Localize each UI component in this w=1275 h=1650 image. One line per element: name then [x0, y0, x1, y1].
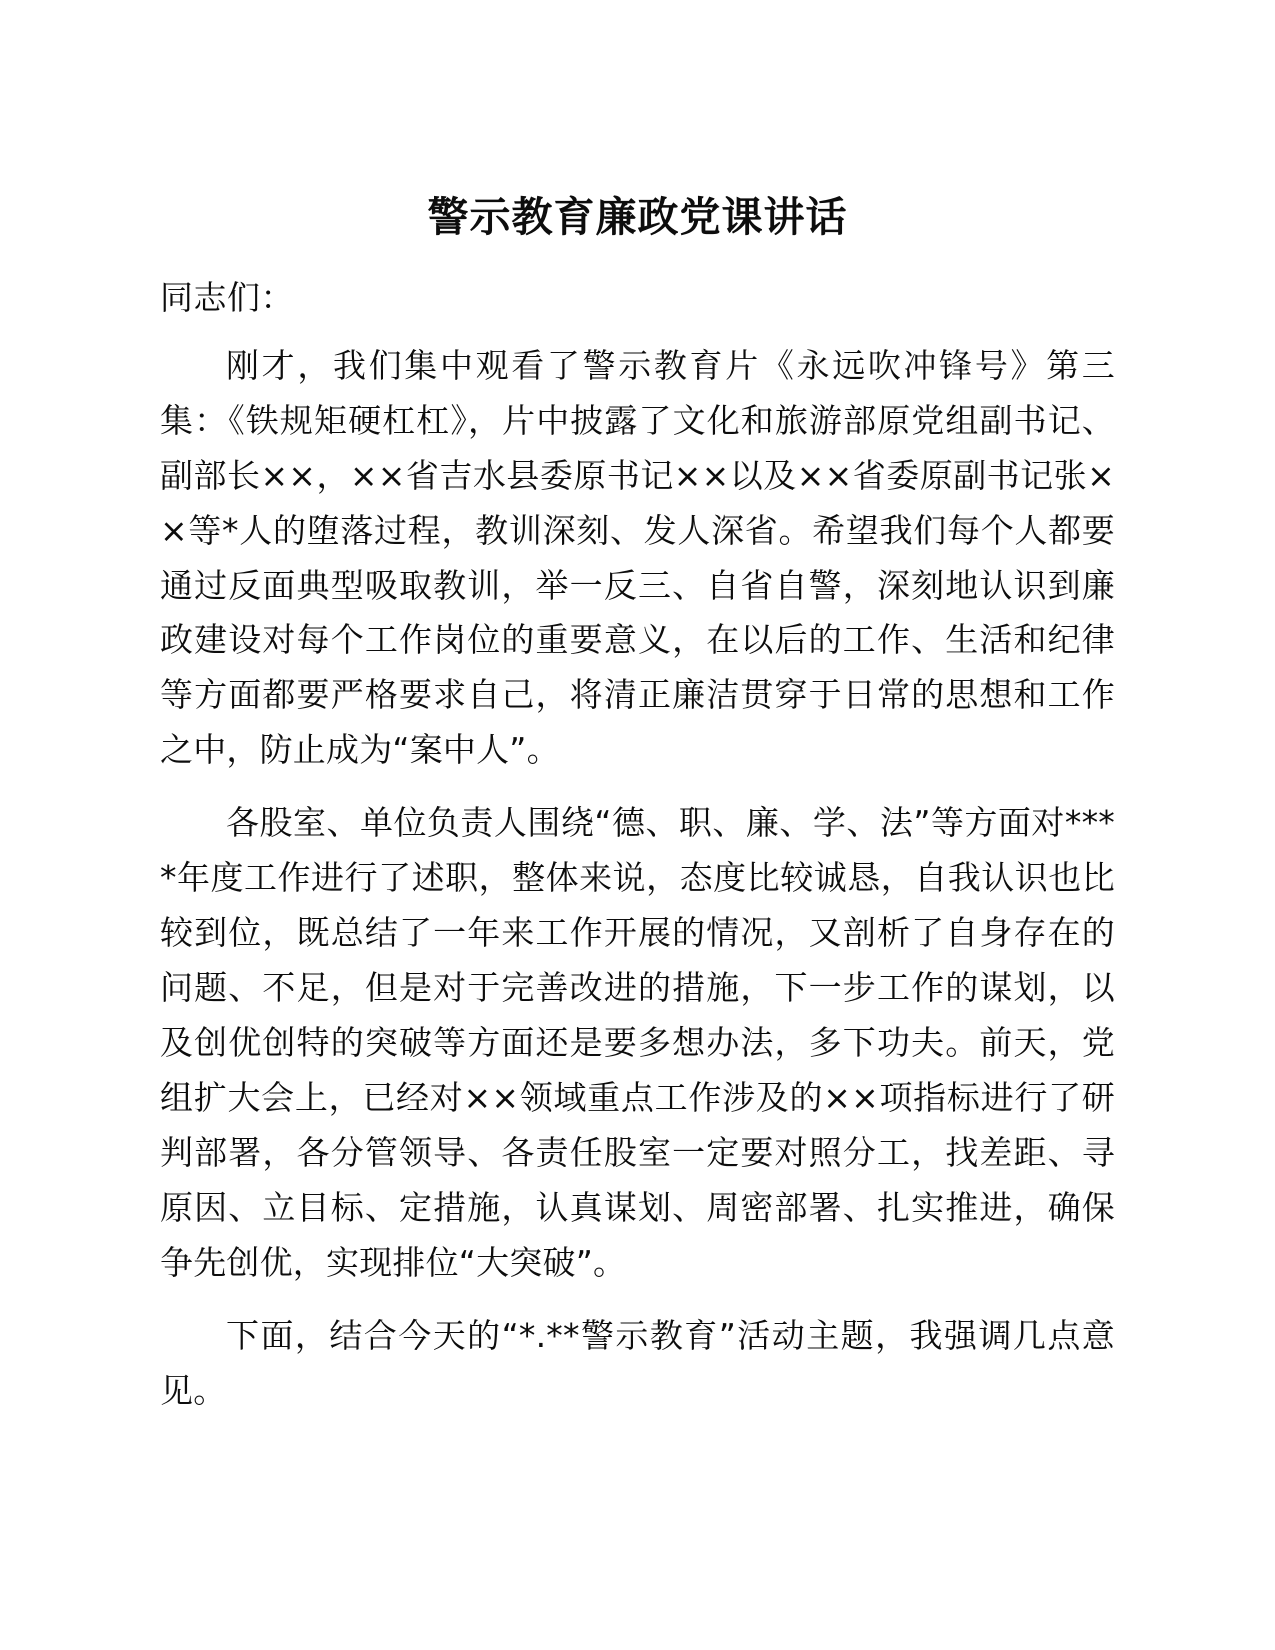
body-paragraph-2: 各股室、单位负责人围绕“德、职、廉、学、法”等方面对****年度工作进行了述职，整体来说，态度比较诚恳，自我认识也比较到位，既总结了一年来工作开展的情况，又剖析了自身存在的问题、不足，但是对于完善改进的措施，下一步工作的谋划，以及创优创特的突破等方面还是要多想办法，多下功夫。前天，党组扩大会上，已经对××领域重点工作涉及的××项指标进行了研判部署，各分管领导、各责任股室一定要对照分工，找差距、寻原因、立目标、定措施，认真谋划、周密部署、扎实推进，确保争先创优，实现排位“大突破”。 — [160, 803, 1115, 1282]
page-title: 警示教育廉政党课讲话 — [427, 193, 848, 241]
body-paragraph-3: 下面，结合今天的“*.**警示教育”活动主题，我强调几点意见。 — [160, 1315, 1115, 1410]
body-paragraph-1: 刚才，我们集中观看了警示教育片《永远吹冲锋号》第三集：《铁规矩硬杠杠》，片中披露了文化和旅游部原党组副书记、副部长××，××省吉水县委原书记××以及××省委原副书记张××等*人的堕落过程，教训深刻、发人深省。希望我们每个人都要通过反面典型吸取教训，举一反三、自省自警，深刻地认识到廉政建设对每个工作岗位的重要意义，在以后的工作、生活和纪律等方面都要严格要求自己，将清正廉洁贯穿于日常的思想和工作之中，防止成为“案中人”。 — [160, 345, 1115, 770]
salutation-line: 同志们： — [160, 278, 294, 318]
